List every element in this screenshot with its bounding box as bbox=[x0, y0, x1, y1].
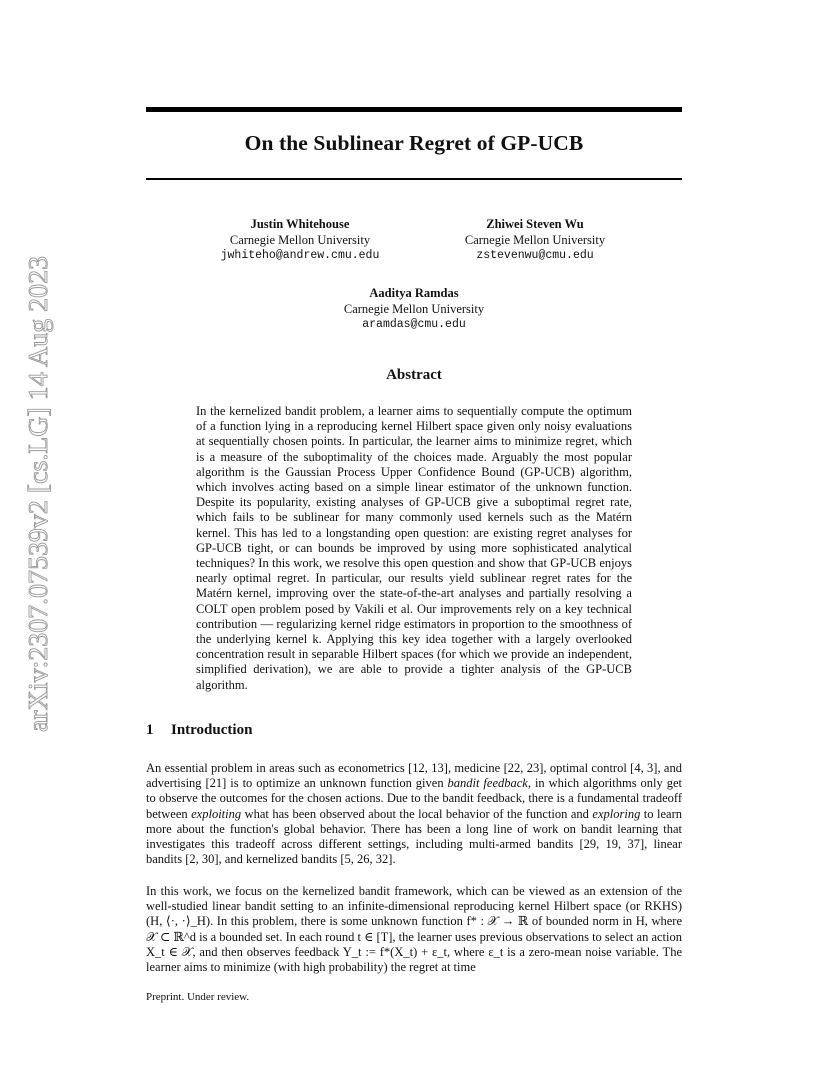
author-block-2 bbox=[435, 216, 635, 264]
abstract-heading: Abstract bbox=[386, 367, 442, 383]
author-block-3 bbox=[314, 285, 514, 333]
author-affiliation: Carnegie Mellon University bbox=[229, 233, 371, 247]
p1-text-d: to learn more about the function's global behavior. There has been a long line of work on bandit learning that investigates this tradeoff across different settings, including multi-armed bandits [29, 19, 37], linear bandits [2, 30], and kernelized bandits [5, 26, 32]. bbox=[146, 806, 682, 867]
author-email[interactable]: jwhiteho@andrew.cmu.edu bbox=[220, 249, 380, 262]
abstract-text: In the kernelized bandit problem, a learner aims to sequentially compute the optimum of a function lying in a reproducing kernel Hilbert space given only noisy evaluations at sequentially chosen points. In particular, the learner aims to minimize regret, which is a measure of the suboptimality of the choices made. Arguably the most popular algorithm is the Gaussian Process Upper Confidence Bound (GP-UCB) algorithm, which involves acting based on a simple linear estimator of the unknown function. Despite its popularity, existing analyses of GP-UCB give a suboptimal regret rate, which fails to be sublinear for many commonly used kernels such as the Matérn kernel. This has led to a longstanding open question: are existing regret analyses for GP-UCB tight, or can bounds be improved by using more sophisticated analytical techniques? In this work, we resolve this open question and show that GP-UCB enjoys nearly optimal regret. In particular, our results yield sublinear regret rates for the Matérn kernel, improving over the state-of-the-art analyses and partially resolving a COLT open problem posed by Vakili et al. Our improvements rely on a key technical contribution — regularizing kernel ridge estimators in proportion to the smoothness of the underlying kernel k. Applying this key idea together with a largely overlooked concentration result in separable Hilbert spaces (for which we provide an independent, simplified derivation), we are able to provide a tighter analysis of the GP-UCB algorithm. bbox=[196, 404, 632, 692]
p1-emphasis-exploring: exploring bbox=[592, 806, 641, 821]
arxiv-identifier-text: arXiv:2307.07539v2 [cs.LG] 14 Aug 2023 bbox=[23, 271, 53, 732]
p1-text-c: what has been observed about the local behavior of the function and bbox=[241, 806, 593, 821]
author-name: Aaditya Ramdas bbox=[369, 286, 459, 300]
author-block-1 bbox=[200, 216, 400, 264]
p1-emphasis-exploiting: exploiting bbox=[191, 806, 242, 821]
section-heading bbox=[146, 722, 252, 739]
title-top-rule bbox=[146, 107, 682, 112]
intro-paragraph-1 bbox=[146, 761, 682, 867]
author-name: Justin Whitehouse bbox=[250, 217, 350, 231]
footer-note: Preprint. Under review. bbox=[146, 991, 250, 1003]
section-number: 1 bbox=[146, 722, 154, 738]
paper-title: On the Sublinear Regret of GP-UCB bbox=[244, 131, 584, 155]
author-email[interactable]: aramdas@cmu.edu bbox=[362, 318, 466, 331]
author-affiliation: Carnegie Mellon University bbox=[464, 233, 606, 247]
section-title: Introduction bbox=[171, 722, 253, 738]
author-affiliation: Carnegie Mellon University bbox=[343, 302, 485, 316]
author-email[interactable]: zstevenwu@cmu.edu bbox=[476, 249, 594, 262]
author-name: Zhiwei Steven Wu bbox=[486, 217, 584, 231]
arxiv-identifier-sidebar bbox=[18, 254, 54, 734]
title-bottom-rule bbox=[146, 178, 682, 180]
p1-emphasis-bandit-feedback: bandit feedback bbox=[447, 776, 528, 791]
p1-text-b: , in which algorithms only get to observe the outcomes for the chosen actions. Due to the bandit feedback, there is a fundamental tradeoff between bbox=[146, 776, 682, 821]
p1-text-a: An essential problem in areas such as econometrics [12, 13], medicine [22, 23], optimal control [4, 3], and advertising [21] is to optimize an unknown function given bbox=[146, 761, 682, 791]
intro-paragraph-2: In this work, we focus on the kernelized bandit framework, which can be viewed as an extension of the well-studied linear bandit setting to an infinite-dimensional reproducing kernel Hilbert space (or RKHS) (H, ⟨·, ·⟩_H). In this problem, there is some unknown function f* : 𝒳 → ℝ of bounded norm in H, where 𝒳 ⊂ ℝ^d is a bounded set. In each round t ∈ [T], the learner uses previous observations to select an action X_t ∈ 𝒳, and then observes feedback Y_t := f*(X_t) + ε_t, where ε_t is a zero-mean noise variable. The learner aims to minimize (with high probability) the regret at time bbox=[146, 884, 682, 975]
arxiv-sidebar-svg bbox=[18, 254, 54, 734]
